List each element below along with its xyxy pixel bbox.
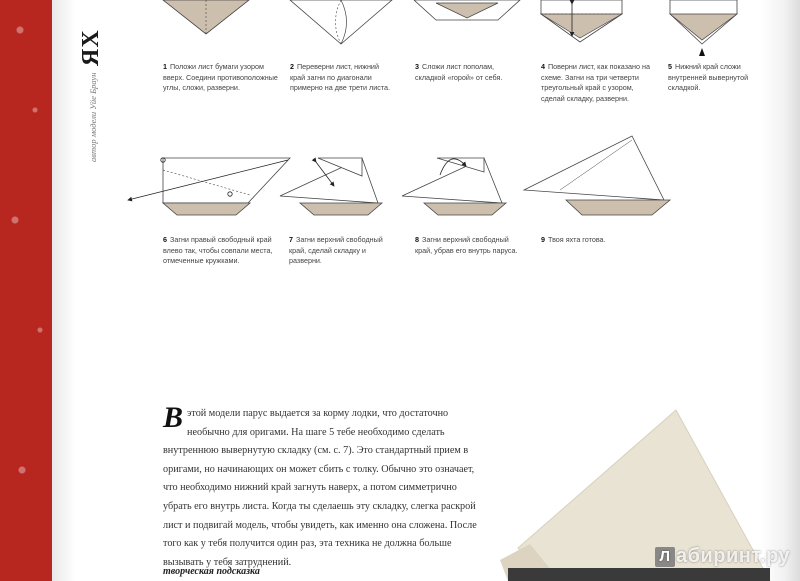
author-credit: автор модели Уйе Браун bbox=[88, 72, 98, 162]
step-text: Загни верхний свободный край, убрав его внутрь паруса. bbox=[415, 235, 518, 255]
step-number: 2 bbox=[290, 62, 294, 71]
caption-step-8 bbox=[415, 235, 525, 256]
step-number: 7 bbox=[289, 235, 293, 244]
step-number: 8 bbox=[415, 235, 419, 244]
diagram-step-9 bbox=[524, 136, 670, 215]
body-text: этой модели парус выдается за корму лодки, что достаточно необычно для оригами. На шаге 5 тебе необходимо сделать внутреннюю вывернутую складку (см. с. 7). Это стандартный прием в оригами, но начинающих он может сбить с толку. Обычно это означает, что необходимо нижний край загнуть наверх, а потом симметрично убрать его внутрь листа. Когда ты сделаешь эту складку, слегка раскрой лист и подвигай модель, чтобы увидеть, как именно она сложена. После того как у тебя получится один раз, эта техника не должна больше вызывать у тебя затруднений. bbox=[163, 408, 477, 568]
body-paragraph bbox=[163, 401, 483, 572]
step-number: 5 bbox=[668, 62, 672, 71]
step-text: Твоя яхта готова. bbox=[548, 235, 606, 244]
step-number: 6 bbox=[163, 235, 167, 244]
caption-step-5 bbox=[668, 62, 758, 94]
step-number: 4 bbox=[541, 62, 545, 71]
caption-step-7 bbox=[289, 235, 389, 267]
diagram-step-1 bbox=[163, 0, 249, 34]
tip-heading: творческая подсказка bbox=[163, 566, 260, 577]
drop-cap: В bbox=[163, 401, 184, 434]
step-number: 1 bbox=[163, 62, 167, 71]
caption-step-9 bbox=[541, 235, 641, 246]
watermark-text: абиринт.ру bbox=[676, 545, 791, 567]
caption-step-3 bbox=[415, 62, 515, 83]
step-text: Сложи лист пополам, складкой «горой» от себя. bbox=[415, 62, 503, 82]
step-text: Положи лист бумаги узором вверх. Соедини противоположные углы, сложи, разверни. bbox=[163, 62, 278, 92]
diagram-step-3 bbox=[414, 0, 520, 20]
watermark-logo-icon: Л bbox=[655, 547, 675, 567]
step-text: Поверни лист, как показано на схеме. Загни на три четверти треугольный край с узором, сделай складку, разверни. bbox=[541, 62, 650, 103]
step-number: 9 bbox=[541, 235, 545, 244]
step-number: 3 bbox=[415, 62, 419, 71]
caption-step-4 bbox=[541, 62, 653, 104]
step-text: Загни верхний свободный край, сделай складку и разверни. bbox=[289, 235, 383, 265]
watermark bbox=[655, 545, 790, 568]
caption-step-6 bbox=[163, 235, 278, 267]
diagram-step-4 bbox=[541, 0, 622, 42]
diagram-step-5 bbox=[670, 0, 737, 56]
caption-step-2 bbox=[290, 62, 395, 94]
caption-step-1 bbox=[163, 62, 283, 94]
step-text: Переверни лист, нижний край загни по диагонали примерно на две трети листа. bbox=[290, 62, 391, 92]
page-title: ЯХ bbox=[78, 29, 104, 66]
diagram-step-8 bbox=[402, 158, 506, 215]
step-text: Нижний край сложи внутренней вывернутой складкой. bbox=[668, 62, 749, 92]
diagram-step-6 bbox=[128, 158, 290, 215]
diagram-step-2 bbox=[290, 0, 392, 44]
step-text: Загни правый свободный край влево так, чтобы совпали места, отмеченные кружками. bbox=[163, 235, 273, 265]
diagram-step-7 bbox=[280, 158, 382, 215]
